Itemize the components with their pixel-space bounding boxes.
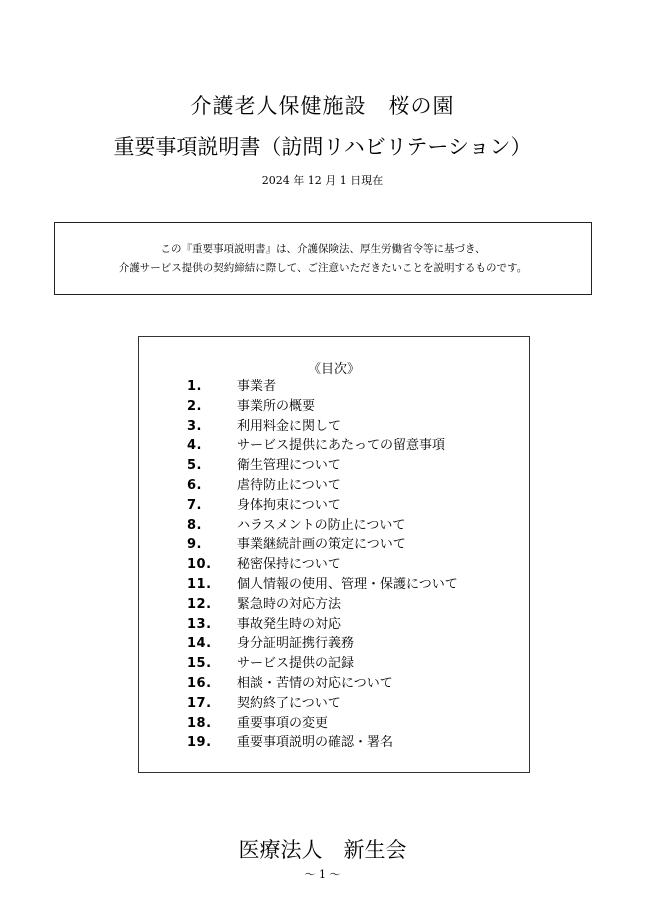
toc-item-number: 10. (187, 557, 212, 573)
toc-item-number: 13. (187, 616, 212, 632)
toc-item (187, 595, 458, 615)
intro-box (54, 222, 592, 295)
toc-item-number: 19. (187, 735, 212, 751)
toc-item (187, 377, 458, 397)
toc-item-text: 重要事項の変更 (237, 715, 329, 731)
toc-list (187, 377, 458, 753)
toc-item-text: 衛生管理について (237, 458, 341, 474)
toc-item (187, 555, 458, 575)
toc-item (187, 516, 458, 536)
toc-item-text: サービス提供にあたっての留意事項 (237, 438, 446, 454)
toc-item-text: 事故発生時の対応 (237, 616, 342, 632)
page-number: ～ 1 ～ (304, 868, 341, 881)
toc-item-number: 17. (187, 695, 212, 711)
toc-item (187, 417, 458, 437)
toc-item-number: 8. (187, 517, 202, 533)
intro-line-2: 介護サービス提供の契約締結に際して、ご注意いただきたいことを説明するものです。 (118, 262, 528, 274)
toc-item (187, 476, 458, 496)
toc-item-number: 6. (187, 477, 202, 493)
toc-item-number: 1. (187, 379, 202, 394)
toc-item-text: 身分証明証携行義務 (237, 636, 355, 652)
toc-item-number: 11. (187, 576, 212, 592)
toc-item-number: 3. (187, 418, 202, 434)
toc-item-text: 利用料金に関して (237, 418, 342, 434)
toc-item (187, 654, 458, 674)
toc-item-text: 虐待防止について (237, 477, 341, 493)
toc-item-number: 7. (187, 497, 202, 513)
toc-item-text: 契約終了について (237, 695, 341, 711)
toc-item-text: 個人情報の使用、管理・保護について (237, 576, 458, 592)
toc-item (187, 714, 458, 734)
toc-item (187, 615, 458, 635)
toc-item (187, 496, 458, 516)
toc-item (187, 436, 458, 456)
document-title: 重要事項説明書（訪問リハビリテーション） (113, 135, 532, 159)
toc-item (187, 456, 458, 476)
toc-item-number: 18. (187, 715, 212, 731)
toc-item-text: サービス提供の記録 (237, 656, 355, 672)
toc-item (187, 397, 458, 417)
toc-item-number: 4. (187, 438, 202, 454)
toc-item-number: 16. (187, 675, 212, 691)
table-of-contents (138, 336, 530, 773)
toc-heading: 《目次》 (307, 362, 360, 377)
toc-item-number: 9. (187, 537, 202, 553)
toc-item-text: 事業継続計画の策定について (237, 537, 406, 553)
toc-item-number: 2. (187, 398, 202, 414)
toc-item-text: 身体拘束について (237, 497, 341, 513)
toc-item-number: 15. (187, 656, 212, 672)
toc-item (187, 634, 458, 654)
toc-item (187, 733, 458, 753)
facility-name: 介護老人保健施設 桜の園 (190, 94, 455, 118)
toc-item-text: 重要事項説明の確認・署名 (237, 735, 394, 751)
toc-item (187, 694, 458, 714)
toc-item-number: 5. (187, 458, 202, 474)
toc-item-text: 相談・苦情の対応について (237, 675, 393, 691)
toc-item (187, 535, 458, 555)
toc-item-text: 事業者 (237, 379, 277, 394)
document-date: 2024 年 12 月 1 日現在 (261, 174, 384, 187)
toc-item-number: 14. (187, 636, 212, 652)
toc-item-number: 12. (187, 596, 212, 612)
toc-item-text: 緊急時の対応方法 (237, 596, 342, 612)
toc-item-text: 事業所の概要 (237, 398, 316, 414)
toc-item-text: 秘密保持について (237, 557, 341, 573)
toc-item-text: ハラスメントの防止について (237, 517, 406, 533)
toc-item (187, 575, 458, 595)
toc-item (187, 674, 458, 694)
intro-line-1: この『重要事項説明書』は、介護保険法、厚生労働省令等に基づき、 (160, 243, 486, 255)
corporation-name: 医療法人 新生会 (238, 838, 407, 862)
